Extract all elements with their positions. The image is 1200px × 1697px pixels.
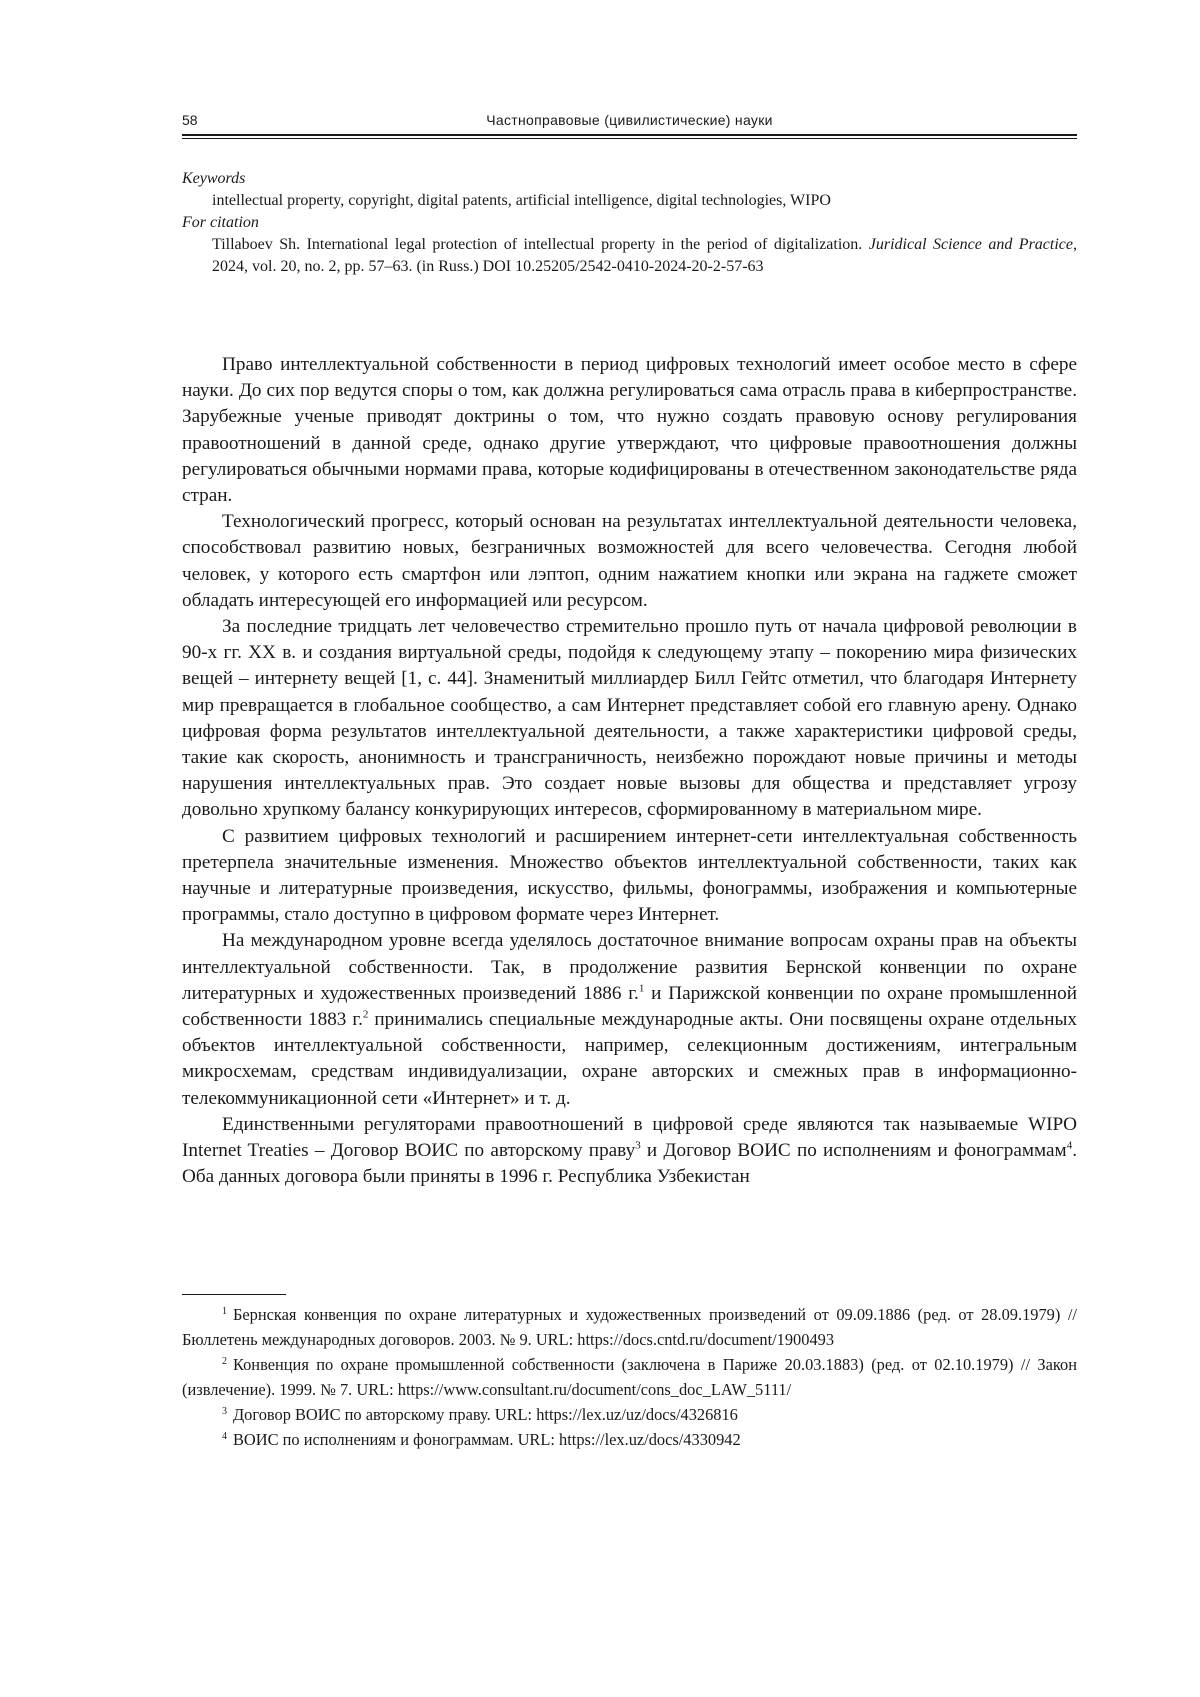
footnote-separator bbox=[182, 1294, 286, 1295]
citation-text bbox=[182, 234, 1077, 278]
citation-post: , 2024, vol. 20, no. 2, pp. 57–63. (in Russ.) DOI 10.25205/2542-0410-2024-20-2-57-63 bbox=[212, 236, 1078, 275]
running-title: Частноправовые (цивилистические) науки bbox=[486, 112, 773, 128]
paragraph-6-part-b: и Договор ВОИС по исполнениям и фонограммам bbox=[640, 1140, 1067, 1162]
footnote-4 bbox=[182, 1427, 1077, 1452]
citation-label: For citation bbox=[182, 214, 259, 231]
footnote-ref-1[interactable]: 1 bbox=[638, 982, 645, 995]
paragraph-3: За последние тридцать лет человечество стремительно прошло путь от начала цифровой революции в 90-х гг. XX в. и создания виртуальной среды, подойдя к следующему этапу – покорению мира физических вещей – интернету вещей [1, с. 44]. Знаменитый миллиардер Билл Гейтс отметил, что благодаря Интернету мир превращается в глобальное сообщество, а сам Интернет представляет собой его главную арену. Однако цифровая форма результатов интеллектуальной деятельности, а также характеристики цифровой среды, такие как скорость, анонимность и трансграничность, неизбежно порождают новые причины и методы нарушения интеллектуальных прав. Это создает новые вызовы для общества и представляет угрозу довольно хрупкому балансу конкурирующих интересов, сформированному в материальном мире. bbox=[182, 616, 1077, 821]
article-body bbox=[182, 352, 1077, 1191]
article-meta bbox=[182, 168, 1077, 278]
footnote-3-number: 3 bbox=[222, 1405, 227, 1417]
header-rule-thin bbox=[182, 138, 1077, 139]
citation-journal: Juridical Science and Practice bbox=[868, 236, 1074, 253]
footnote-2-number: 2 bbox=[222, 1355, 227, 1367]
footnote-2 bbox=[182, 1352, 1077, 1402]
footnote-1 bbox=[182, 1302, 1077, 1352]
footnotes bbox=[182, 1302, 1077, 1452]
paragraph-5-part-a: На международном уровне всегда уделялось достаточное внимание вопросам охраны прав на объекты интеллектуальной собственности. Так, в продолжение развития Бернской конвенции по охране литературных и художественных произведений 1886 г. bbox=[182, 930, 1077, 1004]
paragraph-4: С развитием цифровых технологий и расширением интернет-сети интеллектуальная собственность претерпела значительные изменения. Множество объектов интеллектуальной собственности, таких как научные и литературные произведения, искусство, фильмы, фонограммы, изображения и компьютерные программы, стало доступно в цифровом формате через Интернет. bbox=[182, 825, 1077, 926]
header-rule bbox=[182, 134, 1077, 136]
footnote-ref-4[interactable]: 4 bbox=[1066, 1139, 1073, 1152]
keywords-text: intellectual property, copyright, digital patents, artificial intelligence, digital technologies, WIPO bbox=[212, 192, 831, 209]
page-header bbox=[182, 112, 1077, 134]
footnote-1-text: Бернская конвенция по охране литературных и художественных произведений от 09.09.1886 (ред. от 28.09.1979) // Бюллетень международных договоров. 2003. № 9. URL: https://docs.cntd.ru/document/1900493 bbox=[182, 1305, 1077, 1349]
paragraph-5 bbox=[182, 928, 1077, 1111]
footnote-4-number: 4 bbox=[222, 1430, 227, 1442]
citation-pre: Tillaboev Sh. International legal protection of intellectual property in the period of digitalization. bbox=[212, 236, 869, 253]
footnote-1-number: 1 bbox=[222, 1305, 227, 1317]
paragraph-2: Технологический прогресс, который основан на результатах интеллектуальной деятельности человека, способствовал развитию новых, безграничных возможностей для всего человечества. Сегодня любой человек, у которого есть смартфон или лэптоп, одним нажатием кнопки или экрана на гаджете сможет обладать интересующей его информацией или ресурсом. bbox=[182, 511, 1077, 611]
paragraph-5-part-b: и Парижской конвенции по охране промышленной собственности 1883 г. bbox=[182, 982, 1077, 1031]
footnote-2-text: Конвенция по охране промышленной собственности (заключена в Париже 20.03.1883) (ред. от 02.10.1979) // Закон (извлечение). 1999. № 7. URL: https://www.consultant.ru/document/cons_doc_LAW_5111/ bbox=[182, 1355, 1077, 1399]
paragraph-5-part-c: принимались специальные международные акты. Они посвящены охране отдельных объектов интеллектуальной собственности, например, селекционным достижениям, интегральным микросхемам, средствам индивидуализации, охране авторских и смежных прав в информационно-телекоммуникационной сети «Интернет» и т. д. bbox=[182, 1009, 1077, 1109]
keywords-label: Keywords bbox=[182, 170, 246, 187]
paragraph-6-part-a: Единственными регуляторами правоотношений в цифровой среде являются так называемые WIPO Internet Treaties – Договор ВОИС по авторскому праву bbox=[182, 1113, 1077, 1162]
page-number: 58 bbox=[182, 112, 198, 128]
paragraph-6 bbox=[182, 1112, 1077, 1191]
footnote-ref-3[interactable]: 3 bbox=[635, 1139, 641, 1152]
footnote-3-text: Договор ВОИС по авторскому праву. URL: https://lex.uz/uz/docs/4326816 bbox=[233, 1405, 738, 1424]
footnote-3 bbox=[182, 1402, 1077, 1427]
footnote-ref-2[interactable]: 2 bbox=[362, 1008, 369, 1021]
footnote-4-text: ВОИС по исполнениям и фонограммам. URL: https://lex.uz/docs/4330942 bbox=[233, 1430, 741, 1449]
paragraph-1: Право интеллектуальной собственности в период цифровых технологий имеет особое место в сфере науки. До сих пор ведутся споры о том, как должна регулироваться сама отрасль права в киберпространстве. Зарубежные ученые приводят доктрины о том, что нужно создать правовую основу регулирования правоотношений в данной среде, однако другие утверждают, что цифровые правоотношения должны регулироваться обычными нормами права, которые кодифицированы в отечественном законодательстве ряда стран. bbox=[182, 354, 1077, 507]
paragraph-6-part-c: . Оба данных договора были приняты в 1996 г. Республика Узбекистан bbox=[182, 1140, 1077, 1188]
